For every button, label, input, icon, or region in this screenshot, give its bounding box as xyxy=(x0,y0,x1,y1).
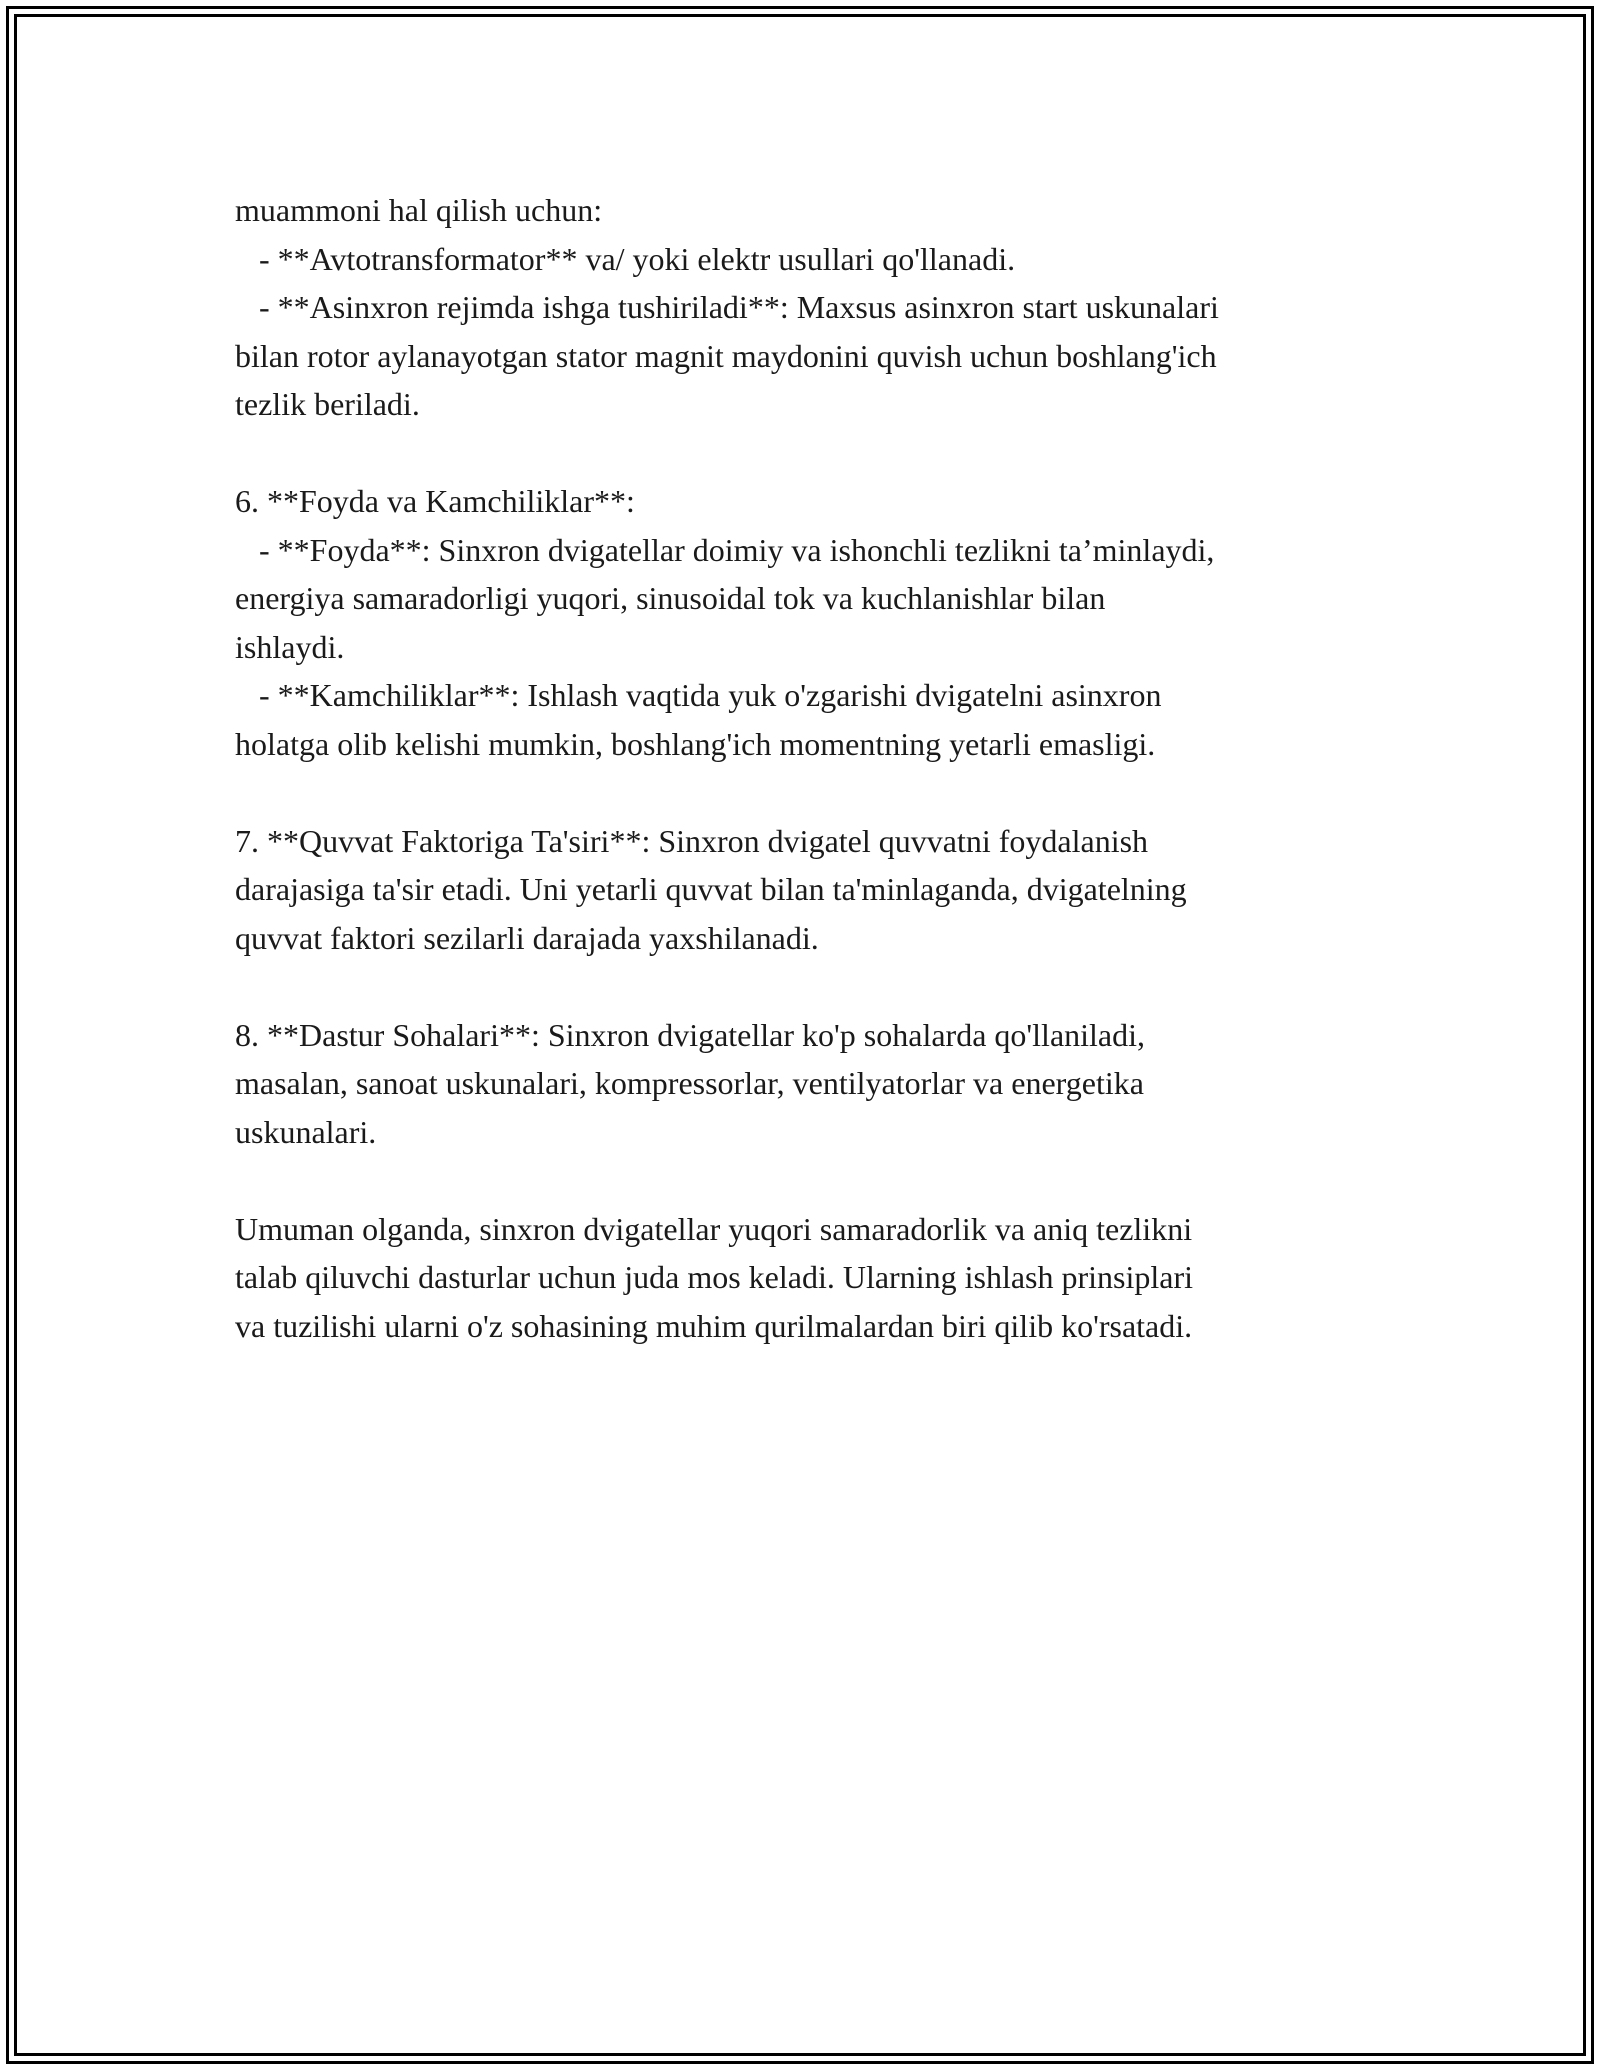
text-line: Umuman olganda, sinxron dvigatellar yuqori samaradorlik va aniq tezlikni xyxy=(235,1210,1193,1247)
text-line: - **Kamchiliklar**: Ishlash vaqtida yuk o'zgarishi dvigatelni asinxron xyxy=(235,677,1162,713)
text-line: holatga olib kelishi mumkin, boshlang'ich momentning yetarli emasligi. xyxy=(235,725,1156,762)
section-7-paragraph xyxy=(235,817,1395,963)
intro-paragraph xyxy=(235,186,1395,429)
conclusion-paragraph xyxy=(235,1205,1395,1351)
text-line: ishlaydi. xyxy=(235,628,345,665)
paragraph-gap xyxy=(235,429,1395,478)
paragraph-gap xyxy=(235,768,1395,817)
text-line: talab qiluvchi dasturlar uchun juda mos keladi. Ularning ishlash prinsiplari xyxy=(235,1259,1194,1295)
text-line: va tuzilishi ularni o'z sohasining muhim qurilmalardan biri qilib ko'rsatadi. xyxy=(235,1307,1193,1344)
section-heading: 8. **Dastur Sohalari**: Sinxron dvigatellar ko'p sohalarda qo'llaniladi, xyxy=(235,1016,1146,1053)
text-line: muammoni hal qilish uchun: xyxy=(235,192,603,228)
section-6-paragraph xyxy=(235,477,1395,768)
section-8-paragraph xyxy=(235,1011,1395,1157)
text-line: masalan, sanoat uskunalari, kompressorlar, ventilyatorlar va energetika xyxy=(235,1065,1144,1101)
paragraph-gap xyxy=(235,962,1395,1011)
text-line: quvvat faktori sezilarli darajada yaxshilanadi. xyxy=(235,919,819,956)
text-line: darajasiga ta'sir etadi. Uni yetarli quvvat bilan ta'minlaganda, dvigatelning xyxy=(235,871,1187,907)
text-line: - **Foyda**: Sinxron dvigatellar doimiy va ishonchli tezlikni ta’minlaydi, xyxy=(235,531,1215,568)
text-line: bilan rotor aylanayotgan stator magnit maydonini quvish uchun boshlang'ich xyxy=(235,337,1217,374)
document-body xyxy=(235,186,1395,1350)
section-heading: 6. **Foyda va Kamchiliklar**: xyxy=(235,483,635,519)
text-line: uskunalari. xyxy=(235,1113,377,1150)
text-line: - **Asinxron rejimda ishga tushiriladi**: Maxsus asinxron start uskunalari xyxy=(235,289,1219,325)
text-line: tezlik beriladi. xyxy=(235,386,420,422)
text-line: energiya samaradorligi yuqori, sinusoidal tok va kuchlanishlar bilan xyxy=(235,580,1106,616)
paragraph-gap xyxy=(235,1156,1395,1205)
text-line: - **Avtotransformator** va/ yoki elektr usullari qo'llanadi. xyxy=(235,240,1016,277)
section-heading: 7. **Quvvat Faktoriga Ta'siri**: Sinxron dvigatel quvvatni foydalanish xyxy=(235,822,1149,859)
